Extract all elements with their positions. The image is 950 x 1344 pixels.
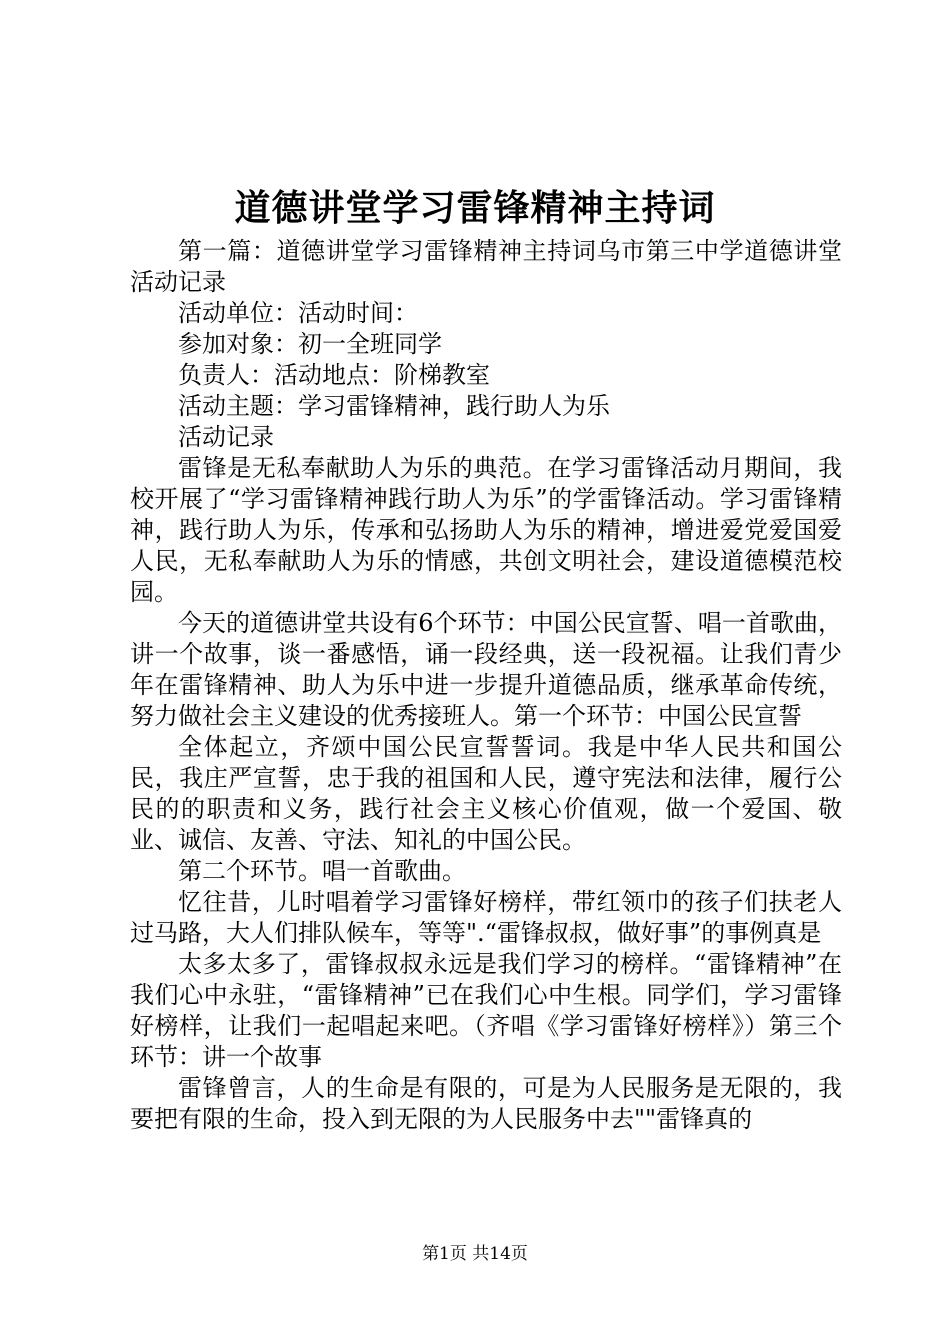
paragraph: 负责人：活动地点：阶梯教室 <box>178 361 490 389</box>
paragraph: 全体起立，齐颂中国公民宣誓誓词。我是中华人民共和国公民，我庄严宣誓，忠于我的祖国和人民，遵守宪法和法律，履行公民的的职责和义务，践行社会主义核心价值观，做一个爱国、敬业、诚信、友善、守法、知礼的中国公民。 <box>130 733 842 854</box>
paragraph: 活动单位：活动时间： <box>178 299 418 327</box>
paragraph: 忆往昔，儿时唱着学习雷锋好榜样，带红领巾的孩子们扶老人过马路，大人们排队候车，等等".“雷锋叔叔，做好事”的事例真是 <box>130 888 842 947</box>
paragraph: 太多太多了，雷锋叔叔永远是我们学习的榜样。“雷锋精神”在我们心中永驻，“雷锋精神”已在我们心中生根。同学们，学习雷锋好榜样，让我们一起唱起来吧。（齐唱《学习雷锋好榜样》）第三个环节：讲一个故事 <box>130 950 842 1071</box>
document-title: 道德讲堂学习雷锋精神主持词 <box>234 187 716 229</box>
paragraph: 今天的道德讲堂共设有6个环节：中国公民宣誓、唱一首歌曲，讲一个故事，谈一番感悟，诵一段经典，送一段祝福。让我们青少年在雷锋精神、助人为乐中进一步提升道德品质，继承革命传统，努力做社会主义建设的优秀接班人。第一个环节：中国公民宣誓 <box>130 609 842 730</box>
paragraph: 雷锋曾言，人的生命是有限的，可是为人民服务是无限的，我要把有限的生命，投入到无限的为人民服务中去""雷锋真的 <box>130 1074 842 1133</box>
paragraph: 第一篇：道德讲堂学习雷锋精神主持词乌市第三中学道德讲堂活动记录 <box>130 237 842 296</box>
page-number-footer: 第1页 共14页 <box>422 1244 528 1264</box>
document-body <box>130 236 842 1135</box>
paragraph: 雷锋是无私奉献助人为乐的典范。在学习雷锋活动月期间，我校开展了“学习雷锋精神践行助人为乐”的学雷锋活动。学习雷锋精神，践行助人为乐，传承和弘扬助人为乐的精神，增进爱党爱国爱人民，无私奉献助人为乐的情感，共创文明社会，建设道德模范校园。 <box>130 454 842 606</box>
paragraph: 活动记录 <box>178 423 274 451</box>
paragraph: 第二个环节。唱一首歌曲。 <box>178 857 466 885</box>
paragraph: 参加对象：初一全班同学 <box>178 330 442 358</box>
paragraph: 活动主题：学习雷锋精神，践行助人为乐 <box>178 392 610 420</box>
